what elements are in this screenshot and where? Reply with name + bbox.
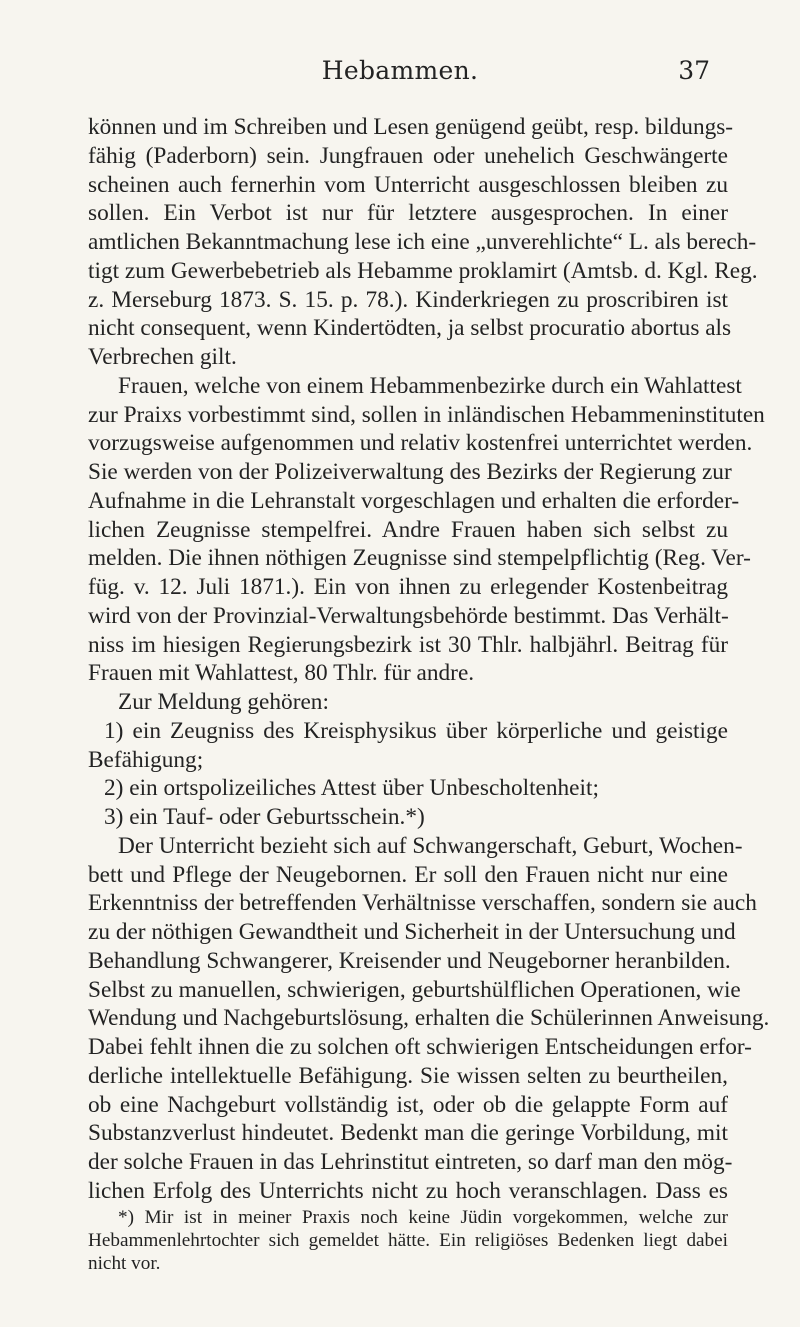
footnote: [88, 1206, 728, 1275]
text-line: vorzugsweise aufgenommen und relativ kostenfrei unterrichtet werden.: [88, 430, 753, 457]
footnote-line: Hebammenlehrtochter sich gemeldet hätte. Ein religiöses Bedenken liegt dabei: [88, 1230, 728, 1251]
text-line: Frauen, welche von einem Hebammenbezirke durch ein Wahlattest: [118, 372, 742, 399]
page-number: 37: [678, 56, 710, 85]
body-text: [88, 113, 770, 1206]
text-line: tigt zum Gewerbebetrieb als Hebamme proklamirt (Amtsb. d. Kgl. Reg.: [88, 257, 758, 284]
text-line: Aufnahme in die Lehranstalt vorgeschlagen und erhalten die erforder-: [88, 487, 740, 514]
text-line: amtlichen Bekanntmachung lese ich eine „unverehlichte“ L. als berech-: [88, 229, 757, 255]
text-line: derliche intellektuelle Befähigung. Sie wissen selten zu beurtheilen,: [88, 1062, 728, 1089]
text-line: zur Praixs vorbestimmt sind, sollen in inländischen Hebammeninstituten: [88, 401, 765, 428]
text-line: z. Merseburg 1873. S. 15. p. 78.). Kinderkriegen zu proscribiren ist: [88, 286, 728, 313]
text-line: niss im hiesigen Regierungsbezirk ist 30 Thlr. halbjährl. Beitrag für: [88, 631, 728, 658]
text-line: Behandlung Schwangerer, Kreisender und Neugeborner heranbilden.: [88, 947, 731, 974]
text-line: Wendung und Nachgeburtslösung, erhalten die Schülerinnen Anweisung.: [88, 1005, 770, 1032]
text-line: können und im Schreiben und Lesen genügend geübt, resp. bildungs-: [88, 114, 734, 140]
text-line: Erkenntniss der betreffenden Verhältnisse verschaffen, sondern sie auch: [88, 890, 757, 917]
text-line: Dabei fehlt ihnen die zu solchen oft schwierigen Entscheidungen erfor-: [88, 1034, 752, 1060]
text-line: Zur Meldung gehören:: [118, 689, 329, 715]
text-line: fähig (Paderborn) sein. Jungfrauen oder unehelich Geschwängerte: [88, 142, 728, 169]
text-line: der solche Frauen in das Lehrinstitut eintreten, so darf man den mög-: [88, 1149, 733, 1175]
text-line: Frauen mit Wahlattest, 80 Thlr. für andre.: [88, 660, 475, 687]
text-line: bett und Pflege der Neugebornen. Er soll den Frauen nicht nur eine: [88, 861, 728, 888]
text-line: Sie werden von der Polizeiverwaltung des Bezirks der Regierung zur: [88, 459, 732, 485]
list-item: 3) ein Tauf- oder Geburtsschein.*): [104, 804, 425, 830]
text-line: melden. Die ihnen nöthigen Zeugnisse sind stempelpflichtig (Reg. Ver-: [88, 545, 751, 572]
text-line: lichen Erfolg des Unterrichts nicht zu hoch veranschlagen. Dass es: [88, 1177, 728, 1204]
footnote-line: *) Mir ist in meiner Praxis noch keine Jüdin vorgekommen, welche zur: [118, 1207, 728, 1228]
text-line: lichen Zeugnisse stempelfrei. Andre Frauen haben sich selbst zu: [88, 516, 728, 543]
text-line: füg. v. 12. Juli 1871.). Ein von ihnen zu erlegender Kostenbeitrag: [88, 574, 728, 600]
text-line: Der Unterricht bezieht sich auf Schwangerschaft, Geburt, Wochen-: [118, 832, 743, 859]
list-item: 1) ein Zeugniss des Kreisphysikus über körperliche und geistige: [104, 717, 728, 744]
footnote-line: nicht vor.: [88, 1253, 161, 1274]
text-line: scheinen auch fernerhin vom Unterricht ausgeschlossen bleiben zu: [88, 171, 728, 198]
page-header: [0, 56, 800, 96]
running-head: Hebammen.: [321, 56, 479, 85]
text-line: Verbrechen gilt.: [88, 344, 237, 370]
text-line: ob eine Nachgeburt vollständig ist, oder ob die gelappte Form auf: [88, 1091, 728, 1118]
text-line: wird von der Provinzial-Verwaltungsbehörde bestimmt. Das Verhält-: [88, 602, 729, 629]
text-line: Selbst zu manuellen, schwierigen, geburtshülflichen Operationen, wie: [88, 976, 741, 1003]
text-line: nicht consequent, wenn Kindertödten, ja selbst procuratio abortus als: [88, 315, 732, 342]
list-item: 2) ein ortspolizeiliches Attest über Unbescholtenheit;: [104, 775, 599, 802]
text-line: Substanzverlust hindeutet. Bedenkt man die geringe Vorbildung, mit: [88, 1120, 728, 1147]
text-line: sollen. Ein Verbot ist nur für letztere ausgesprochen. In einer: [88, 200, 728, 227]
text-line: zu der nöthigen Gewandtheit und Sicherheit in der Untersuchung und: [88, 919, 736, 945]
text-line: Befähigung;: [88, 746, 204, 773]
